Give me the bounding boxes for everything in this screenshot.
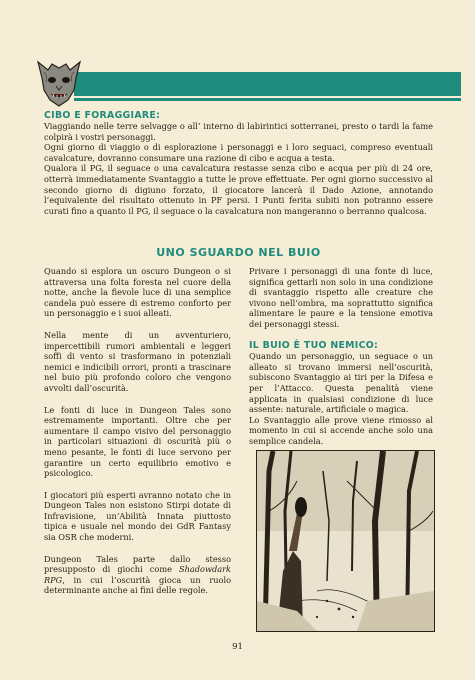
paragraph: Nella mente di un avventuriero, impercettibili rumori ambientali e leggeri soffi di vento si trasformano in potenziali nemici e indicibili orrori, pronti a trascinare nel buio più profondo coloro che vengono avvolti dall’oscurità. [44,329,231,393]
paragraph: Qualora il PG, il seguace o una cavalcatura restasse senza cibo e acqua per più di 24 ore, otterrà immediatamente Svantaggio a tutte le prove effettuate. Per ogni giorno successivo al secondo giorno di digiuno forzato, il giocatore lancerà il Dado Azione, annotando l’equivalente del risultato ottenuto in PF persi. I Punti ferita subiti non potranno essere curati fino a quanto il PG, il seguace o la cavalcatura non mangeranno o berranno qualcosa. [44,163,433,216]
paragraph: Lo Svantaggio alle prove viene rimosso al momento in cui si accende anche solo una semplice candela. [249,414,433,446]
page [14,14,461,666]
right-column [249,266,433,447]
page-number: 91 [232,642,243,652]
game-title: Shadowdark RPG [44,564,231,585]
forest-illustration [256,450,435,632]
paragraph: Quando si esplora un oscuro Dungeon o si attraversa una folta foresta nel cuore della notte, anche la fievole luce di una semplice candela può essere di estremo conforto per un personaggio e i suoi alleati. [44,266,231,319]
section-sguardo [44,246,433,259]
heading-buio: IL BUIO È TUO NEMICO: [249,339,379,351]
paragraph: I giocatori più esperti avranno notato che in Dungeon Tales non esistono Stirpi dotate di Infravisione, un’Abilità Innata piuttosto tipica e usuale nel mondo dei GdR Fantasy sia OSR che moderni. [44,489,231,543]
text-run: , in cui l’oscurità gioca un ruolo determinante anche ai fini delle regole. [44,574,231,596]
paragraph: Viaggiando nelle terre selvagge o all’ interno di labirintici sotterranei, presto o tardi la fame colpirà i vostri personaggi. [44,121,433,142]
paragraph: Privare i personaggi di una fonte di luce, significa gettarli non solo in una condizione di svantaggio rispetto alle creature che vivono nell’ombra, ma soprattutto significa alimentare le paure e la tensione emotiva dei personaggi stessi. [249,266,433,329]
header-band [74,72,461,96]
left-column [44,266,231,596]
section-cibo [44,110,433,216]
paragraph [44,554,231,596]
heading-cibo: CIBO E FORAGGIARE: [44,110,161,121]
demon-mask-icon [34,56,84,108]
text-run: Dungeon Tales parte dallo stesso presupposto di giochi come [44,553,231,575]
paragraph: Le fonti di luce in Dungeon Tales sono estremamente importanti. Oltre che per aumentare il campo visivo del personaggio in particolari situazioni di oscurità più o meno pesante, le fonti di luce servono per garantire un certo equilibrio emotivo e psicologico. [44,404,231,479]
paragraph: Quando un personaggio, un seguace o un alleato si trovano immersi nell’oscurità, subiscono Svantaggio ai tiri per la Difesa e per l’Attacco. Questa penalità viene applicata in qualsiasi condizione di luce assente: naturale, artificiale o magica. [249,351,433,415]
heading-sguardo: UNO SGUARDO NEL BUIO [156,246,321,259]
header-rule [74,98,461,101]
paragraph: Ogni giorno di viaggio o di esplorazione i personaggi e i loro seguaci, compreso eventuali cavalcature, dovranno consumare una razione di cibo e acqua a testa. [44,142,433,163]
